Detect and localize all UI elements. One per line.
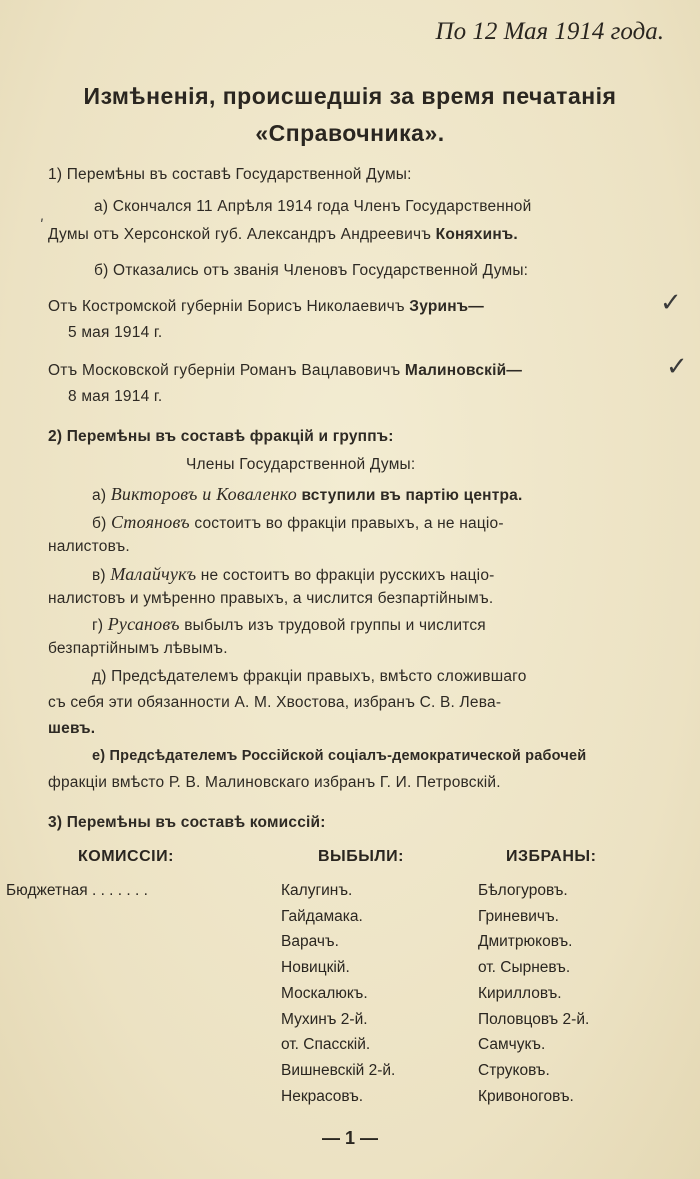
section2-v-name: Малайчукъ: [110, 564, 197, 584]
column-header-removed: ВЫБЫЛИ:: [318, 848, 404, 865]
list-item: Мухинъ 2-й.: [281, 1010, 368, 1028]
section1-a-name: Коняхинъ.: [435, 226, 518, 243]
removed-column: [281, 878, 395, 1109]
list-item: Варачъ.: [281, 933, 339, 951]
list-item: Струковъ.: [478, 1061, 550, 1079]
elected-column: [478, 878, 589, 1109]
kostroma-line: [48, 298, 484, 316]
page-number: — 1 —: [321, 1128, 378, 1148]
section2-e-line1: е) Предсѣдателемъ Россійской соціалъ-демократической рабочей: [92, 748, 587, 764]
section2-g-text: выбылъ изъ трудовой группы и числится: [184, 617, 486, 634]
list-item: Дмитрюковъ.: [478, 933, 573, 951]
column-header-commissions: КОМИССІИ:: [78, 848, 174, 865]
section3-heading: 3) Перемѣны въ составѣ комиссій:: [48, 814, 326, 831]
item-marker: г): [92, 617, 104, 634]
item-marker: в): [92, 567, 106, 584]
section2-a-text: вступили въ партію центра.: [301, 487, 523, 504]
kostroma-name: Зуринъ—: [409, 298, 484, 315]
column-header-elected: ИЗБРАНЫ:: [506, 848, 597, 865]
list-item: Кривоноговъ.: [478, 1087, 574, 1105]
list-item: Некрасовъ.: [281, 1087, 364, 1105]
section2-a: [92, 484, 523, 505]
list-item: Гайдамака.: [281, 907, 363, 925]
section2-subheading: Члены Государственной Думы:: [186, 456, 416, 473]
list-item: Калугинъ.: [281, 882, 353, 899]
section2-v-text: не состоитъ во фракціи русскихъ націо-: [200, 567, 495, 584]
commission-name: Бюджетная . . . . . . .: [6, 882, 148, 899]
list-item: Кирилловъ.: [478, 984, 562, 1002]
section1-b-line: б) Отказались отъ званія Членовъ Государственной Думы:: [94, 262, 529, 279]
section2-b-name: Стояновъ: [110, 512, 190, 532]
commission-column: [6, 878, 148, 904]
section2-d-cont: шевъ.: [48, 720, 96, 737]
kostroma-text: Отъ Костромской губерніи Борисъ Николаевичъ: [48, 298, 405, 315]
list-item: от. Сырневъ.: [478, 959, 571, 977]
section2-v: [92, 564, 495, 585]
section2-d-line1: д) Предсѣдателемъ фракціи правыхъ, вмѣсто сложившаго: [92, 668, 527, 685]
moscow-date: 8 мая 1914 г.: [68, 388, 163, 405]
section2-e-line2: фракціи вмѣсто Р. В. Малиновскаго избранъ Г. И. Петровскій.: [48, 774, 501, 791]
section1-a-line2: [48, 226, 518, 244]
section2-b-text: состоитъ во фракціи правыхъ, а не націо-: [194, 515, 504, 532]
title-line-2: «Справочника».: [255, 120, 445, 146]
section1-heading: 1) Перемѣны въ составѣ Государственной Думы:: [48, 166, 412, 183]
section2-b: [92, 512, 504, 533]
section2-g-name: Русановъ: [107, 614, 180, 634]
date-header: По 12 Мая 1914 года.: [435, 18, 664, 45]
kostroma-date: 5 мая 1914 г.: [68, 324, 163, 341]
check-mark-icon: ✓: [666, 352, 688, 382]
section2-g-cont: безпартійнымъ лѣвымъ.: [48, 640, 228, 657]
section2-d-line2: съ себя эти обязанности А. М. Хвостова, избранъ С. В. Лева-: [48, 694, 502, 711]
moscow-line: [48, 362, 522, 380]
section1-a-text: Думы отъ Херсонской губ. Александръ Андреевичъ: [48, 226, 432, 243]
list-item: Бѣлогуровъ.: [478, 882, 568, 899]
section1-a-line1: а) Скончался 11 Апрѣля 1914 года Членъ Государственной: [94, 198, 532, 215]
page-title: [0, 78, 700, 152]
list-item: Москалюкъ.: [281, 984, 368, 1002]
item-marker: а): [92, 487, 107, 504]
title-line-1: Измѣненія, происшедшія за время печатанія: [83, 83, 617, 109]
section2-g: [92, 614, 486, 635]
moscow-text: Отъ Московской губерніи Романъ Вацлавовичъ: [48, 362, 401, 379]
list-item: Вишневскій 2-й.: [281, 1061, 396, 1079]
list-item: Новицкій.: [281, 959, 350, 977]
list-item: Самчукъ.: [478, 1036, 546, 1054]
item-marker: б): [92, 515, 107, 532]
section2-heading: 2) Перемѣны въ составѣ фракцій и группъ:: [48, 428, 394, 445]
section2-a-names: Викторовъ и Коваленко: [110, 484, 297, 504]
section2-v-cont: налистовъ и умѣренно правыхъ, а числится безпартійнымъ.: [48, 590, 494, 607]
check-mark-icon: ✓: [660, 288, 682, 318]
moscow-name: Малиновскій—: [404, 362, 523, 379]
list-item: от. Спасскій.: [281, 1036, 371, 1054]
list-item: Половцовъ 2-й.: [478, 1010, 590, 1028]
check-mark-icon: ʹ: [40, 218, 44, 234]
list-item: Гриневичъ.: [478, 907, 559, 925]
section2-b-cont: налистовъ.: [48, 538, 130, 555]
